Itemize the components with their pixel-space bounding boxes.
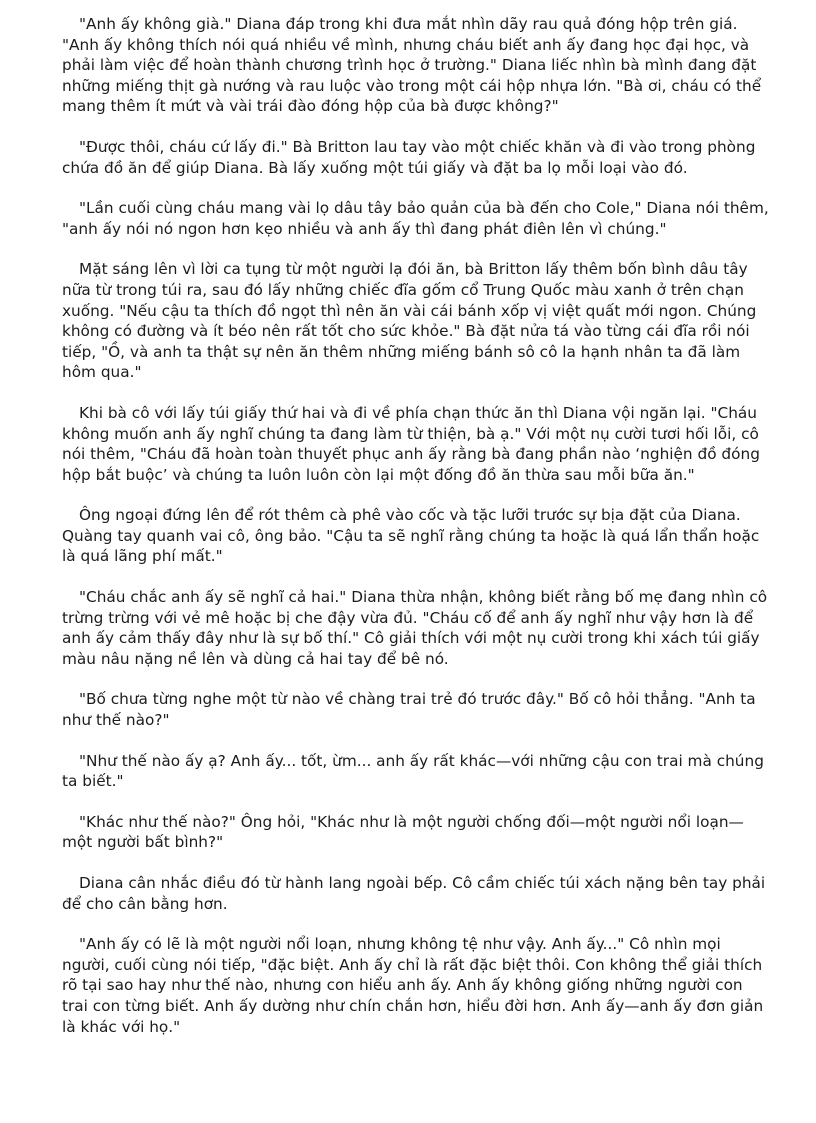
paragraph-8: "Bố chưa từng nghe một từ nào về chàng trai trẻ đó trước đây." Bố cô hỏi thẳng. "Anh ta như thế nào?" [62,690,756,730]
paragraph-2: "Được thôi, cháu cứ lấy đi." Bà Britton lau tay vào một chiếc khăn và đi vào trong phòng chứa đồ ăn để giúp Diana. Bà lấy xuống một túi giấy và đặt ba lọ mỗi loại vào đó. [62,137,756,177]
document-page [62,14,772,1057]
paragraph-5: Khi bà cô với lấy túi giấy thứ hai và đi về phía chạn thức ăn thì Diana vội ngăn lại. "Cháu không muốn anh ấy nghĩ chúng ta đang làm từ thiện, bà ạ." Với một nụ cười tươi hối lỗi, cô nói thêm, "Cháu đã hoàn toàn thuyết phục anh ấy rằng bà đang phần nào ‘nghiện đồ đóng hộp bắt buộc’ và chúng ta luôn luôn còn lại một đống đồ ăn thừa sau mỗi bữa ăn." [62,403,760,484]
paragraph-9: "Như thế nào ấy ạ? Anh ấy... tốt, ừm... anh ấy rất khác—với những cậu con trai mà chúng ta biết." [62,751,764,791]
paragraph-7: "Cháu chắc anh ấy sẽ nghĩ cả hai." Diana thừa nhận, không biết rằng bố mẹ đang nhìn cô trừng trừng với vẻ mê hoặc bị che đậy vừa đủ. "Cháu cố để anh ấy nghĩ như vậy hơn là để anh ấy cảm thấy đây như là sự bố thí." Cô giải thích với một nụ cười trong khi xách túi giấy màu nâu nặng nề lên và dùng cả hai tay để bê nó. [62,588,768,668]
paragraph-12: "Anh ấy có lẽ là một người nổi loạn, nhưng không tệ như vậy. Anh ấy..." Cô nhìn mọi người, cuối cùng nói tiếp, "đặc biệt. Anh ấy chỉ là rất đặc biệt thôi. Con không thể giải thích rõ tại sao hay như thế nào, nhưng con hiểu anh ấy. Anh ấy không giống những người con trai con từng biết. Anh ấy dường như chín chắn hơn, hiểu đời hơn. Anh ấy—anh ấy đơn giản là khác với họ." [62,935,764,1036]
paragraph-10: "Khác như thế nào?" Ông hỏi, "Khác như là một người chống đối—một người nổi loạn—một người bất bình?" [62,812,744,852]
paragraph-3: "Lần cuối cùng cháu mang vài lọ dâu tây bảo quản của bà đến cho Cole," Diana nói thêm, "anh ấy nói nó ngon hơn kẹo nhiều và anh ấy thì đang phát điên lên vì chúng." [62,199,769,238]
paragraph-1: "Anh ấy không già." Diana đáp trong khi đưa mắt nhìn dãy rau quả đóng hộp trên giá. "Anh ấy không thích nói quá nhiều về mình, nhưng cháu biết anh ấy đang học đại học, và phải làm việc để hoàn thành chương trình học ở trường." Diana liếc nhìn bà mình đang đặt những miếng thịt gà nướng và rau luộc vào trong một cái hộp nhựa lớn. "Bà ơi, cháu có thể mang thêm ít mứt và vài trái đào đóng hộp của bà được không?" [62,15,762,116]
paragraph-11: Diana cân nhắc điều đó từ hành lang ngoài bếp. Cô cầm chiếc túi xách nặng bên tay phải để cho cân bằng hơn. [62,874,766,913]
paragraph-6: Ông ngoại đứng lên để rót thêm cà phê vào cốc và tặc lưỡi trước sự bịa đặt của Diana. Quàng tay quanh vai cô, ông bảo. "Cậu ta sẽ nghĩ rằng chúng ta hoặc là quá lẩn thẩn hoặc là quá lãng phí mất." [62,506,760,566]
paragraph-4: Mặt sáng lên vì lời ca tụng từ một người lạ đói ăn, bà Britton lấy thêm bốn bình dâu tây nữa từ trong túi ra, sau đó lấy những chiếc đĩa gốm cổ Trung Quốc màu xanh ở trên chạn xuống. "Nếu cậu ta thích đồ ngọt thì nên ăn vài cái bánh xốp vị việt quất mới ngon. Chúng không có đường và ít béo nên rất tốt cho sức khỏe." Bà đặt nửa tá vào từng cái đĩa rồi nói tiếp, "Ồ, và anh ta thật sự nên ăn thêm những miếng bánh sô cô la hạnh nhân ta đã làm hôm qua." [62,260,757,382]
